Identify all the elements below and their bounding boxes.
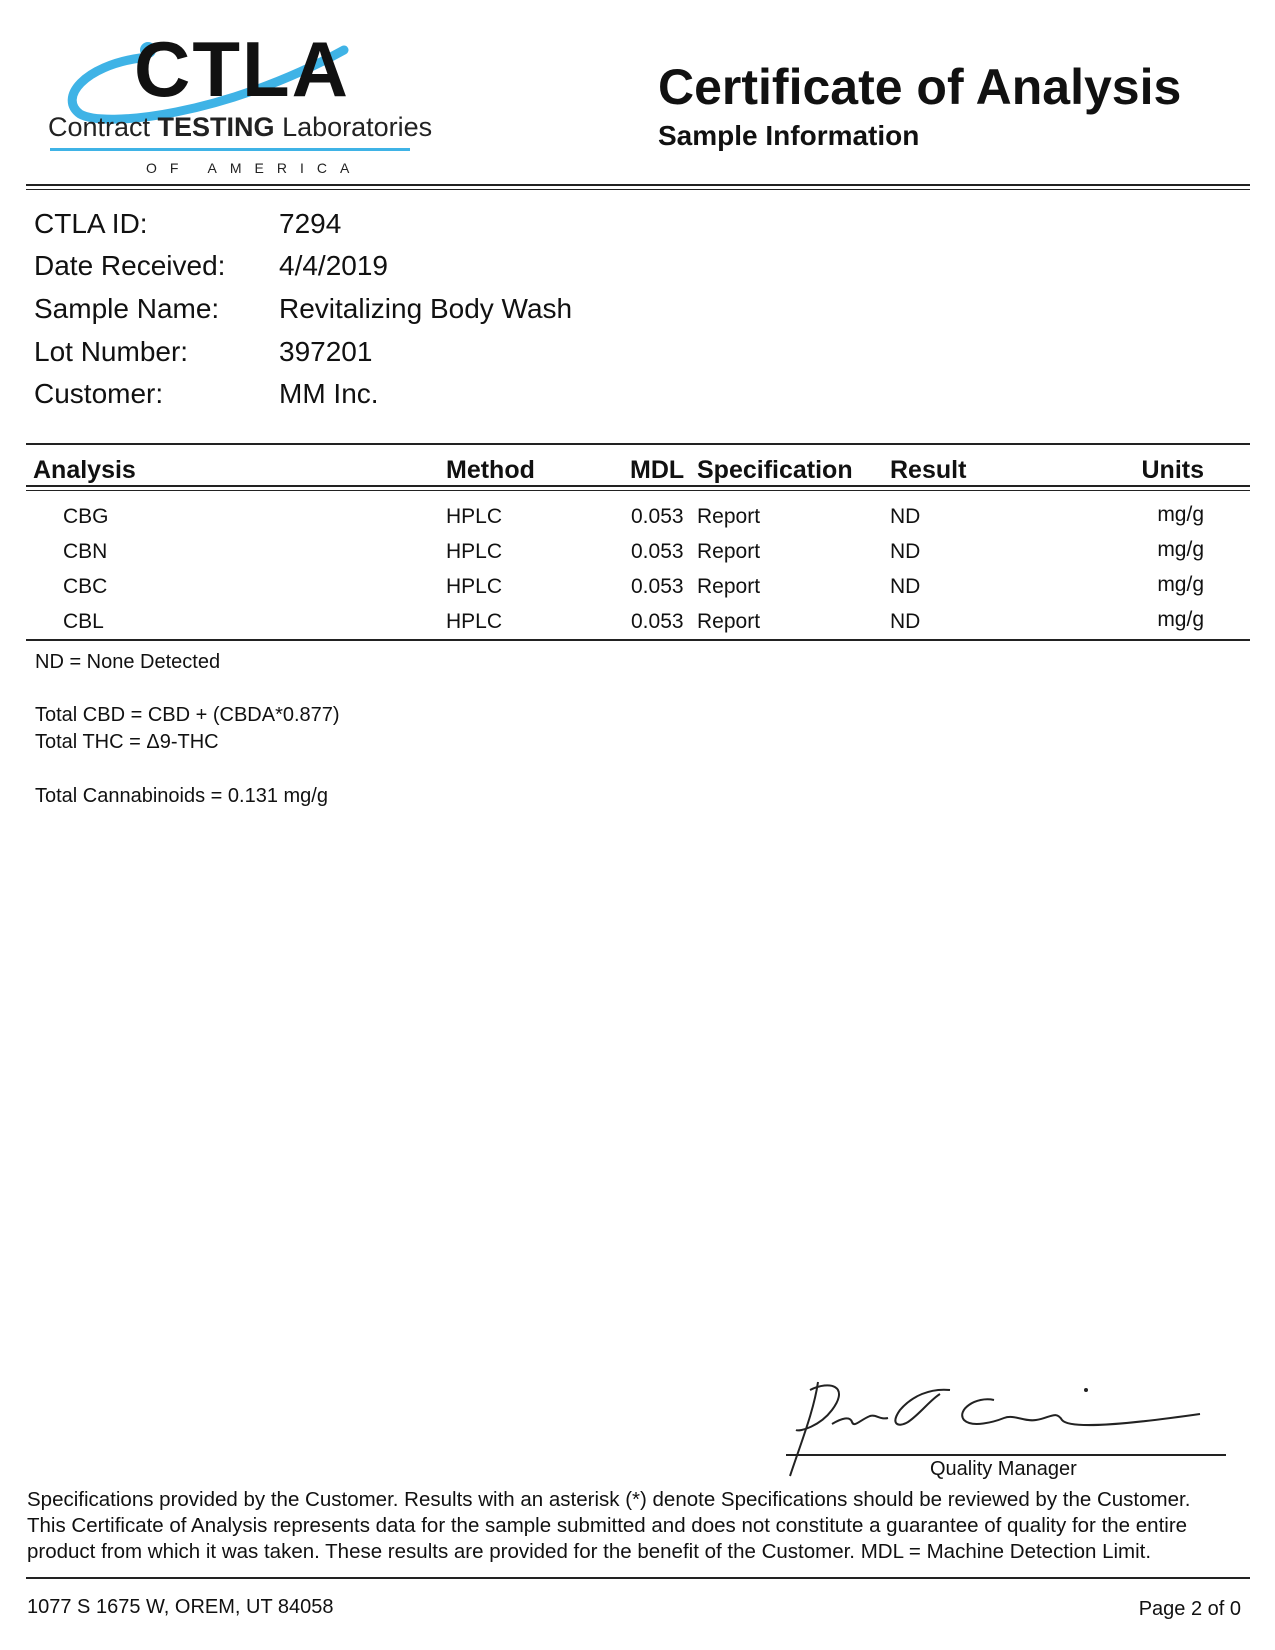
date-received-label: Date Received: — [34, 250, 226, 281]
table-top-rule — [26, 443, 1250, 445]
table-header-rule-2 — [26, 490, 1250, 491]
logo-tagline: Contract TESTING Laboratories — [48, 112, 433, 142]
row-specification: Report — [697, 610, 761, 633]
row-mdl: 0.053 — [631, 505, 684, 528]
row-method: HPLC — [446, 505, 503, 528]
row-mdl: 0.053 — [631, 575, 684, 598]
lab-address: 1077 S 1675 W, OREM, UT 84058 — [27, 1596, 334, 1618]
row-method: HPLC — [446, 610, 503, 633]
header-units: Units — [1141, 456, 1204, 484]
customer-label: Customer: — [34, 378, 164, 409]
logo-america: OF AMERICA — [146, 160, 363, 176]
header-divider-top — [26, 184, 1250, 186]
header-method: Method — [446, 456, 535, 484]
ctla-id-label: CTLA ID: — [34, 208, 148, 239]
row-specification: Report — [697, 505, 761, 528]
table-header-rule-1 — [26, 485, 1250, 487]
row-analysis: CBC — [63, 575, 108, 598]
row-result: ND — [890, 505, 921, 528]
row-result: ND — [890, 575, 921, 598]
header-specification: Specification — [697, 456, 853, 484]
signature-caption: Quality Manager — [930, 1458, 1077, 1480]
disclaimer-line-3: product from which it was taken. These results are provided for the benefit of the Customer. MDL = Machine Detection Limit. — [27, 1540, 1152, 1563]
sample-name-label: Sample Name: — [34, 293, 220, 324]
header-mdl: MDL — [630, 456, 685, 484]
page-subtitle: Sample Information — [658, 120, 920, 151]
note-total-cannabinoids: Total Cannabinoids = 0.131 mg/g — [35, 785, 328, 807]
note-total-thc: Total THC = Δ9-THC — [35, 731, 219, 753]
disclaimer-line-1: Specifications provided by the Customer. Results with an asterisk (*) denote Specifications should be reviewed by the Customer. — [27, 1488, 1191, 1511]
row-mdl: 0.053 — [631, 540, 684, 563]
lot-number-value: 397201 — [279, 336, 373, 367]
page-number: Page 2 of 0 — [1138, 1598, 1241, 1620]
row-analysis: CBL — [63, 610, 104, 633]
ctla-id-value: 7294 — [279, 208, 342, 239]
row-units: mg/g — [1157, 538, 1204, 561]
note-nd: ND = None Detected — [35, 651, 221, 673]
logo-wordmark: CTLA — [134, 25, 350, 113]
row-units: mg/g — [1157, 573, 1204, 596]
lot-number-label: Lot Number: — [34, 336, 189, 367]
row-mdl: 0.053 — [631, 610, 684, 633]
row-specification: Report — [697, 575, 761, 598]
footer-rule — [26, 1577, 1250, 1579]
page-title: Certificate of Analysis — [658, 59, 1182, 115]
row-analysis: CBN — [63, 540, 108, 563]
header-divider-bottom — [26, 189, 1250, 190]
logo-underline — [50, 148, 410, 151]
row-analysis: CBG — [63, 505, 109, 528]
row-result: ND — [890, 540, 921, 563]
row-units: mg/g — [1157, 608, 1204, 631]
row-method: HPLC — [446, 575, 503, 598]
ctla-logo — [44, 25, 434, 178]
note-total-cbd: Total CBD = CBD + (CBDA*0.877) — [35, 704, 340, 726]
date-received-value: 4/4/2019 — [279, 250, 388, 281]
disclaimer-line-2: This Certificate of Analysis represents data for the sample submitted and does not constitute a guarantee of quality for the entire — [27, 1514, 1188, 1537]
row-specification: Report — [697, 540, 761, 563]
header-result: Result — [890, 456, 967, 484]
table-bottom-rule — [26, 639, 1250, 641]
header-analysis: Analysis — [33, 456, 136, 484]
customer-value: MM Inc. — [279, 378, 379, 409]
signature-line — [786, 1454, 1226, 1456]
row-units: mg/g — [1157, 503, 1204, 526]
row-result: ND — [890, 610, 921, 633]
sample-name-value: Revitalizing Body Wash — [279, 293, 573, 324]
row-method: HPLC — [446, 540, 503, 563]
